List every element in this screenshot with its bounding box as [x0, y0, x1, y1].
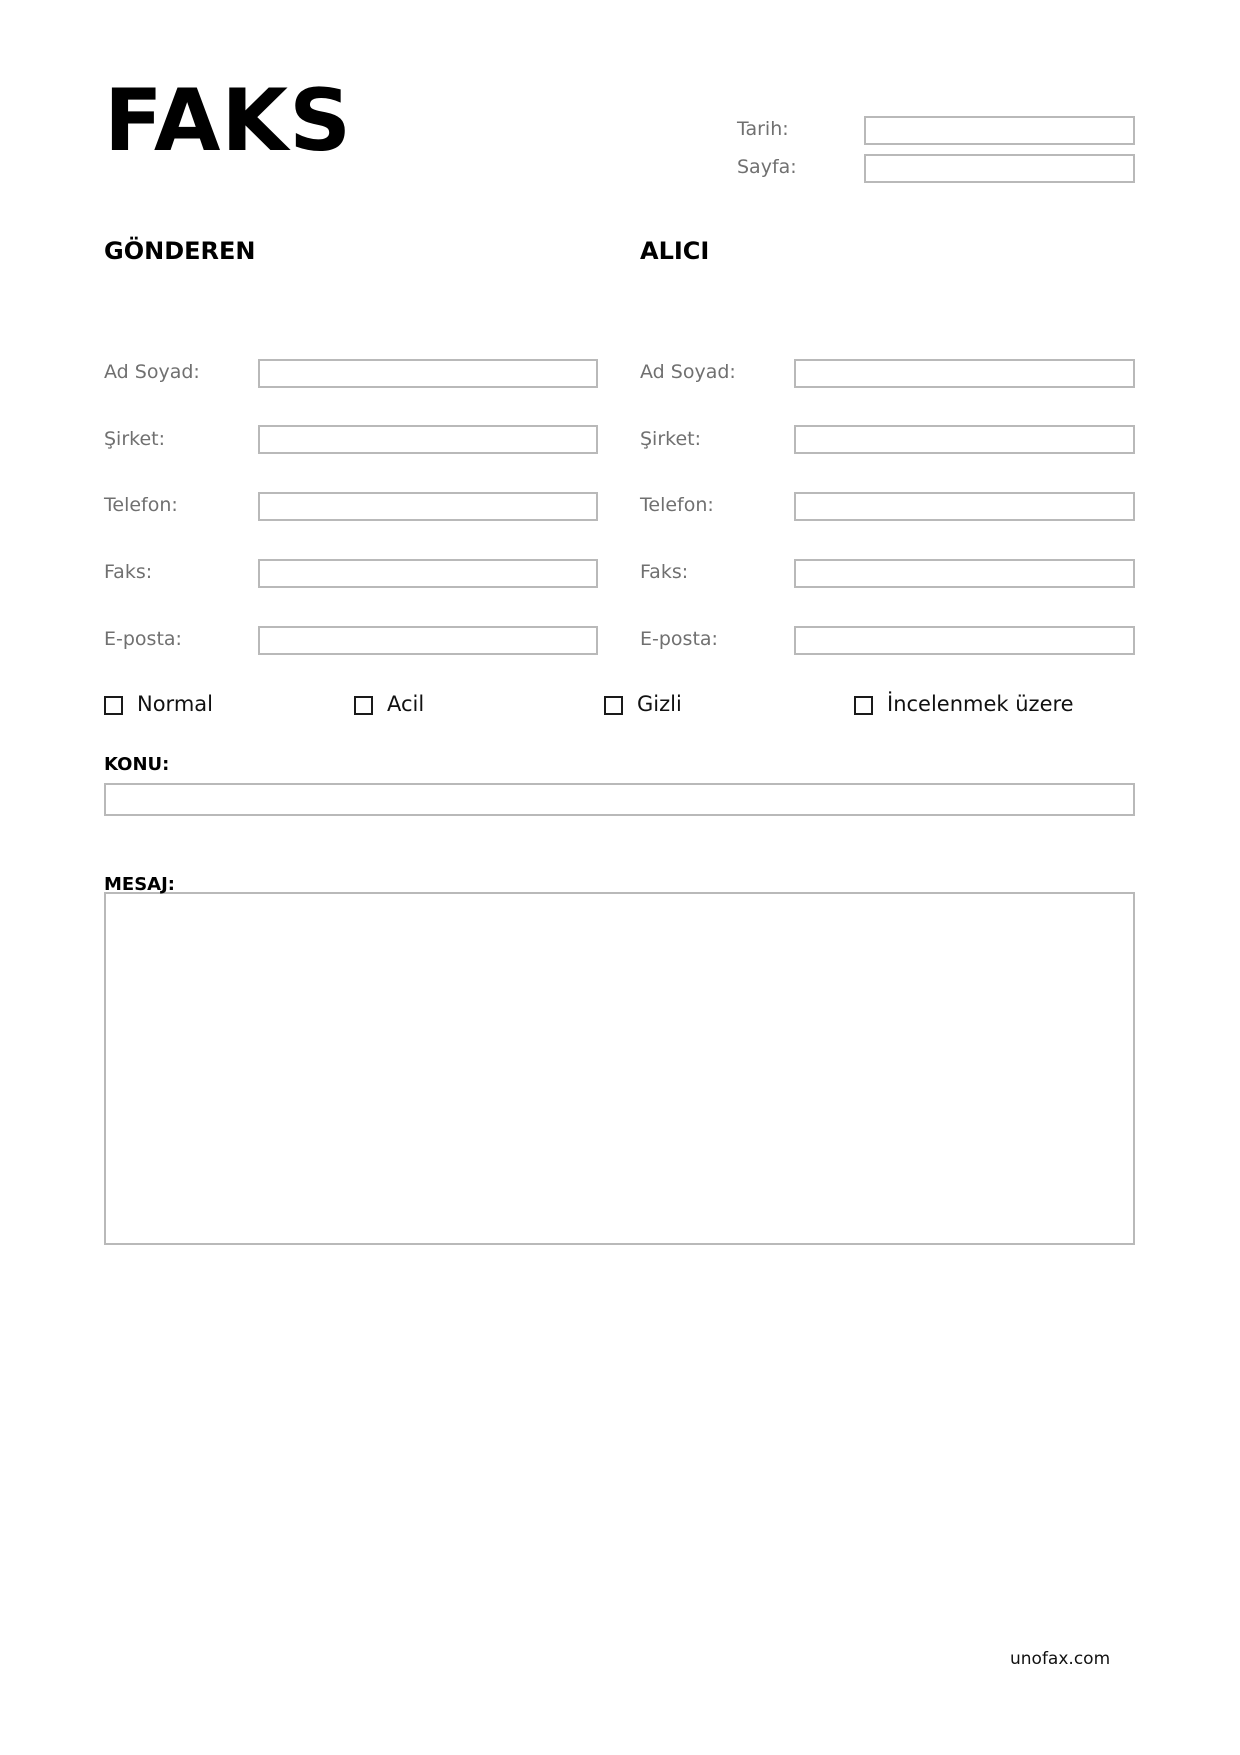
- urgent-label: Acil: [387, 692, 425, 716]
- page-count-field[interactable]: [864, 154, 1135, 183]
- recipient-fax-field[interactable]: [794, 559, 1135, 588]
- date-label: Tarih:: [737, 118, 789, 140]
- recipient-email-label: E-posta:: [640, 628, 718, 650]
- sender-name-label: Ad Soyad:: [104, 361, 200, 383]
- normal-checkbox[interactable]: [104, 696, 123, 715]
- normal-label: Normal: [137, 692, 213, 716]
- sender-company-label: Şirket:: [104, 428, 166, 450]
- recipient-name-label: Ad Soyad:: [640, 361, 736, 383]
- urgent-checkbox[interactable]: [354, 696, 373, 715]
- page-label: Sayfa:: [737, 156, 797, 178]
- message-label: MESAJ:: [104, 874, 175, 895]
- recipient-heading: ALICI: [640, 237, 710, 265]
- subject-label: KONU:: [104, 754, 170, 775]
- recipient-name-field[interactable]: [794, 359, 1135, 388]
- recipient-email-field[interactable]: [794, 626, 1135, 655]
- recipient-phone-field[interactable]: [794, 492, 1135, 521]
- recipient-company-field[interactable]: [794, 425, 1135, 454]
- sender-name-field[interactable]: [258, 359, 598, 388]
- for-review-label: İncelenmek üzere: [887, 692, 1074, 716]
- date-field[interactable]: [864, 116, 1135, 145]
- page-title: FAKS: [104, 71, 353, 171]
- recipient-phone-label: Telefon:: [640, 494, 714, 516]
- recipient-fax-label: Faks:: [640, 561, 689, 583]
- sender-fax-field[interactable]: [258, 559, 598, 588]
- recipient-company-label: Şirket:: [640, 428, 702, 450]
- sender-fax-label: Faks:: [104, 561, 153, 583]
- sender-phone-field[interactable]: [258, 492, 598, 521]
- sender-phone-label: Telefon:: [104, 494, 178, 516]
- sender-email-field[interactable]: [258, 626, 598, 655]
- subject-field[interactable]: [104, 783, 1135, 816]
- confidential-label: Gizli: [637, 692, 682, 716]
- confidential-checkbox[interactable]: [604, 696, 623, 715]
- message-field[interactable]: [104, 892, 1135, 1245]
- for-review-checkbox[interactable]: [854, 696, 873, 715]
- sender-company-field[interactable]: [258, 425, 598, 454]
- sender-heading: GÖNDEREN: [104, 237, 256, 265]
- footer-site: unofax.com: [1010, 1649, 1111, 1669]
- sender-email-label: E-posta:: [104, 628, 182, 650]
